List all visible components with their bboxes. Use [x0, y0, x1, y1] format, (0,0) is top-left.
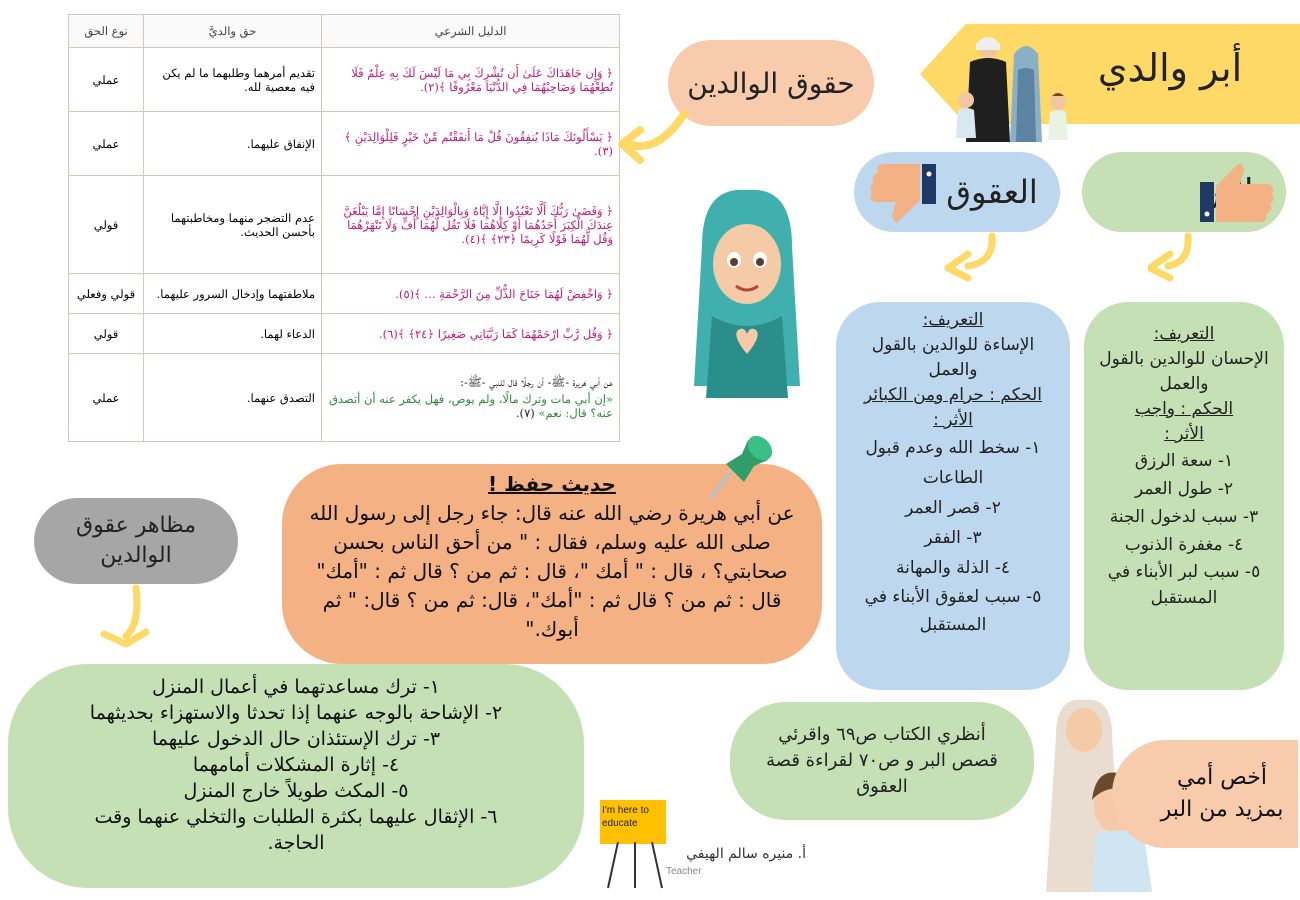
- uquq-effect: ١- سخط الله وعدم قبول الطاعات: [865, 438, 1041, 488]
- evidence-cell: ﴿ وَقُل رَّبِّ ارْحَمْهُمَا كَمَا رَبَّيَانِي صَغِيرًا ﴿٢٤﴾ ﴾(٦).: [322, 314, 620, 354]
- uquq-ruling: الحكم : حرام ومن الكبائر: [863, 385, 1043, 405]
- uquq-effect: ٢- قصر العمر: [905, 498, 1001, 518]
- table-row: [69, 112, 620, 176]
- column-header: نوع الحق: [69, 15, 144, 48]
- rights-table: [68, 14, 620, 442]
- birr-effect: ٢- طول العمر: [1134, 479, 1234, 499]
- type-cell: قولي وفعلي: [69, 274, 144, 314]
- manifestation-item: ١- ترك مساعدتهما في أعمال المنزل: [152, 676, 440, 698]
- uquq-box: [836, 302, 1070, 690]
- uquq-def-text: الإساءة للوالدين بالقول والعمل: [871, 335, 1035, 380]
- table-row: [69, 354, 620, 442]
- uquq-effect: ٤- الذلة والمهانة: [895, 558, 1010, 578]
- hadith-title: حديث حفظ !: [488, 472, 616, 496]
- right-cell: التصدق عنهما.: [144, 354, 322, 442]
- easel-icon: [600, 842, 670, 890]
- uquq-def-title: التعريف:: [922, 310, 984, 330]
- type-cell: عملي: [69, 354, 144, 442]
- girl-heart-illustration: [672, 186, 822, 398]
- thumbs-down-icon: [868, 160, 940, 226]
- type-cell: عملي: [69, 112, 144, 176]
- mother-note-text: أخص أمي بمزيد من البر: [1160, 765, 1284, 822]
- right-cell: ملاطفتهما وإدخال السرور عليهما.: [144, 274, 322, 314]
- evidence-intro: عن أبي هريرة -ﷺ- أن رجلًا قال للنبي -ﷺ-:: [460, 375, 613, 389]
- evidence-hadith: «إن أبي مات وترك مالًا، ولم يوص، فهل يكفر عنه أن أتصدق عنه؟ قال: نعم»: [328, 392, 613, 420]
- table-row: [69, 314, 620, 354]
- column-header: حق والديَّ: [144, 15, 322, 48]
- teacher-sign-text: I'm here to educate: [602, 805, 649, 829]
- right-cell: تقديم أمرهما وطلبهما ما لم يكن فيه معصية لله.: [144, 48, 322, 112]
- thumbs-up-icon: [1196, 160, 1278, 226]
- uquq-effect: ٣- الفقر: [924, 528, 982, 548]
- manifestations-box: [8, 664, 584, 888]
- hadith-text: عن أبي هريرة رضي الله عنه قال: جاء رجل إلى رسول الله صلى الله عليه وسلم، فقال : " من أحق الناس بحسن صحابتي؟ ، قال : " أمك "، قال : ثم من ؟ قال ثم : "أمك" قال : ثم من ؟ قال ثم : "أمك"، قال: ثم من ؟ قال: " ثم أبوك.": [309, 501, 795, 641]
- page-title: أبر والدي: [1097, 46, 1243, 90]
- birr-box: [1084, 302, 1284, 690]
- birr-effect: ٣- سبب لدخول الجنة: [1109, 507, 1259, 527]
- arrow-to-birr-box: [1148, 232, 1218, 282]
- evidence-cell: ﴿ وَاخْفِضْ لَهُمَا جَنَاحَ الذُّلِّ مِنَ الرَّحْمَةِ ... ﴾(٥).: [322, 274, 620, 314]
- column-header: الدليل الشرعي: [322, 15, 620, 48]
- arrow-to-table: [618, 104, 690, 174]
- pin-icon: [704, 424, 784, 504]
- evidence-cell: ﴿ وَقَضَىٰ رَبُّكَ أَلَّا تَعْبُدُوا إِلَّا إِيَّاهُ وَبِالْوَالِدَيْنِ إِحْسَانًا إِمَّا يَبْلُغَنَّ عِندَكَ الْكِبَرَ أَحَدُهُمَا أَوْ كِلَاهُمَا فَلَا تَقُل لَّهُمَا أُفٍّ وَلَا تَنْهَرْهُمَا وَقُل لَّهُمَا قَوْلًا كَرِيمًا ﴿٢٣﴾ ﴾(٤).: [322, 176, 620, 274]
- manifestation-item: ٤- إثارة المشكلات أمامهما: [192, 754, 400, 776]
- birr-def-text: الإحسان للوالدين بالقول والعمل: [1099, 349, 1269, 394]
- teacher-role: Teacher: [666, 866, 702, 877]
- type-cell: عملي: [69, 48, 144, 112]
- right-cell: الإنفاق عليهما.: [144, 112, 322, 176]
- birr-effect: ٤- مغفرة الذنوب: [1124, 535, 1244, 555]
- type-cell: قولي: [69, 176, 144, 274]
- manifestation-item: ٣- ترك الإستئذان حال الدخول عليهما: [151, 728, 441, 750]
- manifestation-item: ٥- المكث طويلاً خارج المنزل: [183, 780, 409, 802]
- arrow-to-uquq-box: [936, 232, 1006, 282]
- table-row: [69, 48, 620, 112]
- type-cell: قولي: [69, 314, 144, 354]
- mother-note: [1112, 740, 1298, 848]
- table-row: [69, 274, 620, 314]
- manifestations-label-text: مظاهر عقوق الوالدين: [76, 513, 196, 568]
- book-note-text: أنظري الكتاب ص٦٩ واقرئي قصص البر و ص٧٠ لقراءة قصة العقوق: [766, 724, 998, 797]
- manifestation-item: ٢- الإشاحة بالوجه عنهما إذا تحدثا والاستهزاء بحديثهما: [89, 702, 503, 724]
- table-row: [69, 176, 620, 274]
- book-note: [730, 702, 1034, 820]
- right-cell: عدم التضجر منهما ومخاطبتهما بأحسن الحديث.: [144, 176, 322, 274]
- table-header-row: [69, 15, 620, 48]
- evidence-ref: (٧).: [515, 406, 535, 420]
- arrow-to-manifestations: [96, 584, 166, 656]
- uquq-label-text: العقوق: [946, 173, 1038, 211]
- right-cell: الدعاء لهما.: [144, 314, 322, 354]
- evidence-cell: [322, 354, 620, 442]
- manifestation-item: ٦- الإثقال عليهما بكثرة الطلبات والتخلي عنهما وقت الحاجة.: [94, 806, 498, 854]
- evidence-cell: ﴿ وَإِن جَاهَدَاكَ عَلَىٰ أَن تُشْرِكَ بِي مَا لَيْسَ لَكَ بِهِ عِلْمٌ فَلَا تُطِعْهُمَا وَصَاحِبْهُمَا فِي الدُّنْيَا مَعْرُوفًا ﴾(٢).: [322, 48, 620, 112]
- evidence-cell: ﴿ يَسْأَلُونَكَ مَاذَا يُنفِقُونَ قُلْ مَا أَنفَقْتُم مِّنْ خَيْرٍ فَلِلْوَالِدَيْنِ ﴾(٣).: [322, 112, 620, 176]
- rights-label-text: حقوق الوالدين: [687, 66, 855, 100]
- uquq-effects-title: الأثر :: [933, 410, 973, 430]
- manifestations-label: [34, 498, 238, 584]
- rights-label: [668, 40, 874, 126]
- birr-effect: ١- سعة الرزق: [1134, 451, 1234, 471]
- teacher-name: أ. منيره سالم الهيفي: [686, 846, 806, 862]
- birr-def-title: التعريف:: [1153, 324, 1215, 344]
- birr-ruling: الحكم : واجب: [1134, 399, 1234, 419]
- birr-effect: ٥- سبب لبر الأبناء في المستقبل: [1107, 562, 1261, 608]
- uquq-effect: ٥- سبب لعقوق الأبناء في المستقبل: [864, 587, 1042, 635]
- birr-effects-title: الأثر :: [1164, 424, 1204, 444]
- family-illustration: [948, 30, 1078, 142]
